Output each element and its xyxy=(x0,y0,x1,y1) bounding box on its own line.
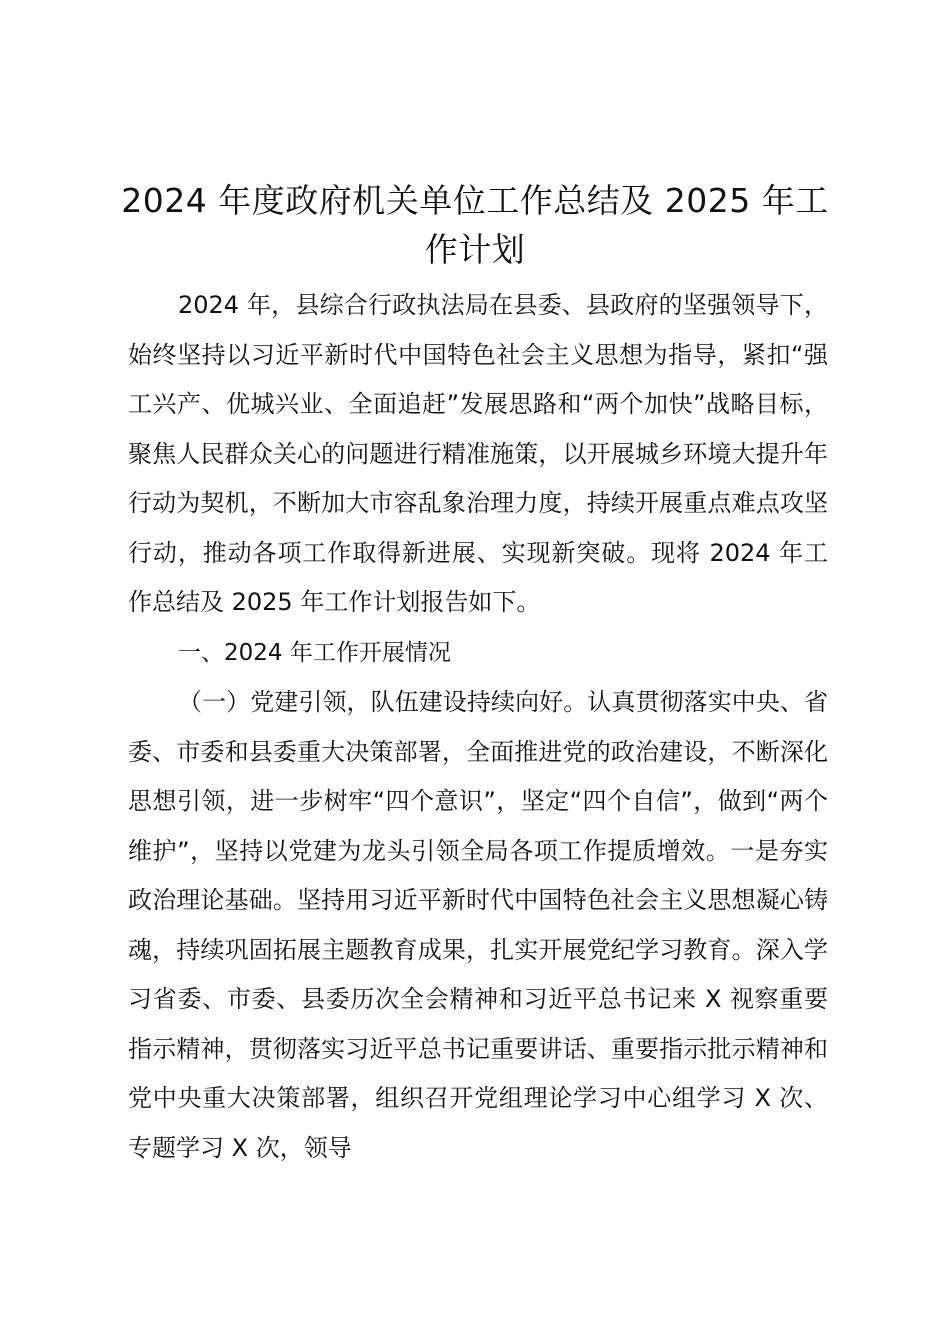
document-title: 2024 年度政府机关单位工作总结及 2025 年工作计划 xyxy=(121,181,829,269)
party-building-paragraph: （一）党建引领，队伍建设持续向好。认真贯彻落实中央、省委、市委和县委重大决策部署，全面推进党的政治建设，不断深化思想引领，进一步树牢“四个意识”，坚定“四个自信”，做到“两个维护”，坚持以党建为龙头引领全局各项工作提质增效。一是夯实政治理论基础。坚持用习近平新时代中国特色社会主义思想凝心铸魂，持续巩固拓展主题教育成果，扎实开展党纪学习教育。深入学习省委、市委、县委历次全会精神和习近平总书记来 X 视察重要指示精神，贯彻落实习近平总书记重要讲话、重要指示批示精神和党中央重大决策部署，组织召开党组理论学习中心组学习 X 次、专题学习 X 次，领导 xyxy=(128,688,828,1162)
intro-paragraph: 2024 年，县综合行政执法局在县委、县政府的坚强领导下，始终坚持以习近平新时代中国特色社会主义思想为指导，紧扣“强工兴产、优城兴业、全面追赶”发展思路和“两个加快”战略目标，聚焦人民群众关心的问题进行精准施策，以开展城乡环境大提升年行动为契机，不断加大市容乱象治理力度，持续开展重点难点攻坚行动，推动各项工作取得新进展、实现新突破。现将 2024 年工作总结及 2025 年工作计划报告如下。 xyxy=(128,291,828,616)
section-heading: 一、2024 年工作开展情况 xyxy=(178,640,451,666)
